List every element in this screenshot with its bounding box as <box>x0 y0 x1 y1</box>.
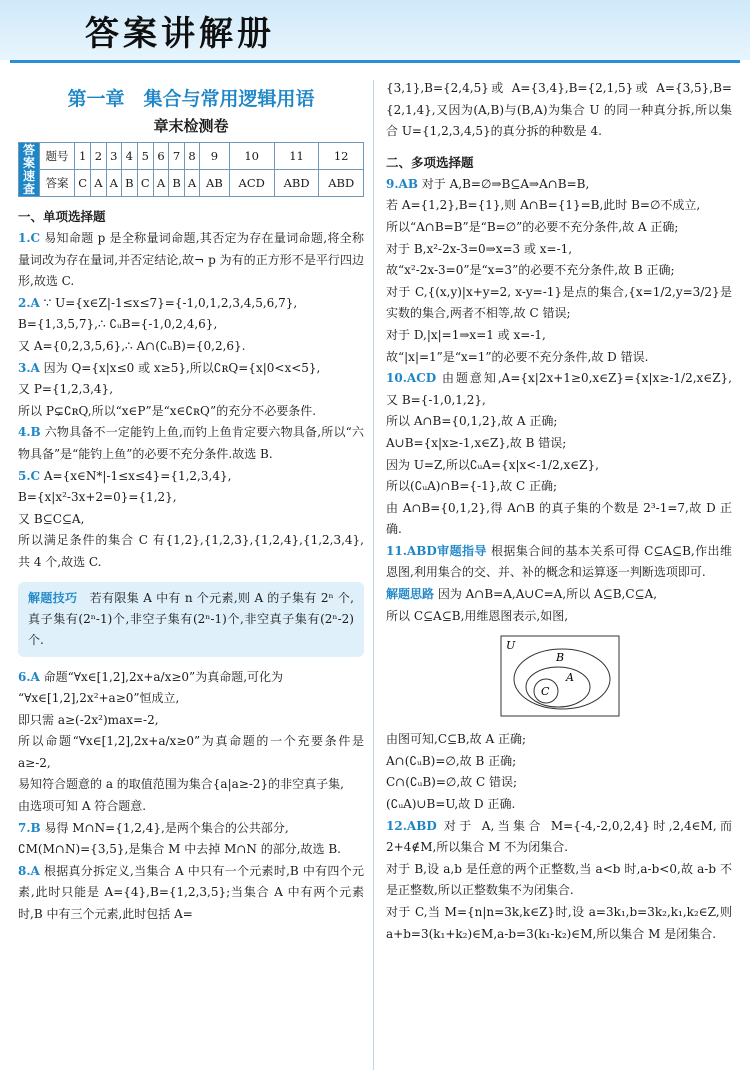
chapter-title: 第一章 集合与常用逻辑用语 <box>67 88 315 110</box>
question-number: 2 <box>91 143 106 170</box>
q-line: C∩(∁ᵤB)=∅,故 C 错误; <box>386 775 518 790</box>
q-line: 故“|x|=1”是“x=1”的必要不充分条件,故 D 错误. <box>386 349 649 364</box>
q-text: 六物具备不一定能钓上鱼,而钓上鱼肯定要六物具备,所以“六物具备”是“能钓上鱼”的必要不充分条件.故选 B. <box>18 425 364 461</box>
q-line: 又 B⊆C⊆A, <box>18 511 85 526</box>
q-text: 易知命题 p 是全称量词命题,其否定为存在量词命题,将全称量词改为存在量词,并否定结论,故¬ p 为有的正方形不是平行四边形,故选 C. <box>18 231 364 289</box>
answer-q9 <box>386 174 732 196</box>
q-line: 由 A∩B={0,1,2},得 A∩B 的真子集的个数是 2³-1=7,故 D 正确. <box>386 500 732 537</box>
venn-label-u: U <box>506 639 516 653</box>
page-header <box>0 0 750 60</box>
q-line: 故“x²-2x-3=0”是“x=3”的必要不充分条件,故 B 正确; <box>386 263 675 278</box>
q-line: B={1,3,5,7},∴ ∁ᵤB={-1,0,2,4,6}, <box>18 317 218 332</box>
q-text: A={x∈N*|-1≤x≤4}={1,2,3,4}, <box>40 468 232 483</box>
q-number: 7.B <box>18 820 41 835</box>
q-number: 4.B <box>18 425 41 440</box>
tip-text-line <box>28 588 354 651</box>
row-label-number: 题号 <box>40 143 75 170</box>
q-number: 12.ABD <box>386 818 437 833</box>
q-text: 对于 A,当集合 M={-4,-2,0,2,4}时,2,4∈M,而 2+4∉M,所以集合 M 不为闭集合. <box>386 818 732 855</box>
q-line: 所以(∁ᵤA)∩B={-1},故 C 正确; <box>386 479 558 494</box>
question-number: 5 <box>137 143 153 170</box>
q-number: 5.C <box>18 468 41 483</box>
q-line: 对于 B,设 a,b 是任意的两个正整数,当 a<b 时,a-b<0,故 a-b 不是正整数,所以正整数集不为闭集合. <box>386 861 732 898</box>
q-text: ∵ U={x∈Z|-1≤x≤7}={-1,0,1,2,3,4,5,6,7}, <box>39 295 298 310</box>
question-number: 10 <box>229 143 274 170</box>
q-line: 又 A={0,2,3,5,6},∴ A∩(∁ᵤB)={0,2,6}. <box>18 338 246 353</box>
answer-cell: ABD <box>319 170 364 197</box>
question-number: 6 <box>153 143 168 170</box>
q-text: 命题“∀x∈[1,2],2x+a/x≥0”为真命题,可化为 <box>39 669 284 684</box>
tip-text: 若有限集 A 中有 n 个元素,则 A 的子集有 2ⁿ 个,真子集有(2ⁿ-1)个,非空子集有(2ⁿ-1)个,非空真子集有(2ⁿ-2)个. <box>28 590 354 647</box>
venn-label-a: A <box>566 671 574 685</box>
answer-q2 <box>18 293 364 315</box>
solution-idea-tag: 解题思路 <box>386 587 435 602</box>
q-text: 易得 M∩N={1,2,4},是两个集合的公共部分, <box>40 820 289 835</box>
q-line: A∩(∁ᵤB)=∅,故 B 正确; <box>386 753 517 768</box>
q-line: 所以 C⊆A⊆B,用维恩图表示,如图, <box>386 608 569 623</box>
q-line: 即只需 a≥(-2x²)max=-2, <box>18 712 159 727</box>
question-number: 8 <box>184 143 199 170</box>
q-line: (∁ᵤA)∪B=U,故 D 正确. <box>386 797 516 812</box>
q-number: 11.ABD <box>386 543 437 558</box>
q-line: 由图可知,C⊆B,故 A 正确; <box>386 732 527 747</box>
answer-q1 <box>18 228 364 293</box>
q-line: 对于 C,{(x,y)|x+y=2, x-y=-1}是点的集合,{x=1/2,y=3/2}是实数的集合,两者不相等,故 C 错误; <box>386 284 732 321</box>
section-heading-single: 一、单项选择题 <box>18 209 106 224</box>
q-line: 所以“A∩B=B”是“B=∅”的必要不充分条件,故 A 正确; <box>386 219 679 234</box>
q-line: 由选项可知 A 符合题意. <box>18 799 147 814</box>
answer-cell: B <box>122 170 138 197</box>
answer-q6 <box>18 667 364 689</box>
q-text: 根据真分拆定义,当集合 A 中只有一个元素时,B 中有四个元素,此时只能是 A={4},B={1,2,3,5};当集合 A 中有两个元素时,B 中有三个元素,此时包括 A= <box>18 863 364 922</box>
q-line: 若 A={1,2},B={1},则 A∩B={1}=B,此时 B=∅不成立, <box>386 198 701 213</box>
venn-circle-a <box>526 667 590 707</box>
question-number: 12 <box>319 143 364 170</box>
q-line: A∪B={x|x≥-1,x∈Z},故 B 错误; <box>386 435 567 450</box>
q-text: 根据集合间的基本关系可得 C⊆A⊆B,作出维恩图,利用集合的交、并、补的概念和运算逐一判断选项即可. <box>386 543 732 580</box>
column-divider <box>373 80 374 1070</box>
question-number: 4 <box>122 143 138 170</box>
answer-cell: ABD <box>274 170 319 197</box>
question-number: 7 <box>169 143 185 170</box>
q-number: 1.C <box>18 231 41 245</box>
answer-cell: A <box>153 170 168 197</box>
q-text: 因为 Q={x|x≤0 或 x≥5},所以∁ʀQ={x|0<x<5}, <box>39 360 321 375</box>
q-line <box>386 584 732 606</box>
question-number: 1 <box>75 143 91 170</box>
venn-diagram <box>500 635 620 717</box>
q-number: 8.A <box>18 863 40 878</box>
left-column <box>18 78 364 926</box>
q-line: “∀x∈[1,2],2x²+a≥0”恒成立, <box>18 691 180 706</box>
q-line: 所以 P⊊∁ʀQ,所以“x∈P”是“x∈∁ʀQ”的充分不必要条件. <box>18 403 317 418</box>
answer-q5 <box>18 466 364 488</box>
q-line: 所以 A∩B={0,1,2},故 A 正确; <box>386 414 558 429</box>
answer-table-side-label: 答案速查 <box>19 143 40 197</box>
tip-box <box>18 582 364 657</box>
q-line: 又 P={1,2,3,4}, <box>18 382 114 397</box>
header-title: 答案讲解册 <box>85 14 275 54</box>
venn-universe-rect <box>501 636 619 716</box>
q-line: B={x|x²-3x+2=0}={1,2}, <box>18 490 177 505</box>
q-number: 2.A <box>18 295 40 310</box>
q-line: ∁M(M∩N)={3,5},是集合 M 中去掉 M∩N 的部分,故选 B. <box>18 842 341 857</box>
question-number: 3 <box>106 143 121 170</box>
venn-label-b: B <box>556 651 565 665</box>
answer-q7 <box>18 818 364 840</box>
q-line: 因为 U=Z,所以∁ᵤA={x|x<-1/2,x∈Z}, <box>386 457 599 472</box>
q-line: 所以满足条件的集合 C 有{1,2},{1,2,3},{1,2,4},{1,2,3,4},共 4 个,故选 C. <box>18 533 364 569</box>
right-column <box>386 78 732 945</box>
q-text: 由题意知,A={x|2x+1≥0,x∈Z}={x|x≥-1/2,x∈Z},又 B={-1,0,1,2}, <box>386 371 732 407</box>
answer-q4 <box>18 422 364 465</box>
answer-cell: C <box>75 170 91 197</box>
venn-label-c: C <box>541 685 550 699</box>
row-label-answer: 答案 <box>40 170 75 197</box>
answer-table <box>18 142 364 197</box>
q8-continued: {3,1},B={2,4,5}或 A={3,4},B={2,1,5}或 A={3,5},B={2,1,4},又因为(A,B)与(B,A)为集合 U 的同一种真分拆,所以集合 U={1,2,3,4,5}的真分拆的种数是 4. <box>386 81 732 139</box>
answer-cell: A <box>91 170 106 197</box>
question-number: 11 <box>274 143 319 170</box>
section-heading-multi: 二、多项选择题 <box>386 154 474 170</box>
q-number: 9.AB <box>386 176 418 191</box>
answer-cell: ACD <box>229 170 274 197</box>
q-number: 10.ACD <box>386 371 437 386</box>
q-line: 易知符合题意的 a 的取值范围为集合{a|a≥-2}的非空真子集, <box>18 777 344 792</box>
answer-q3 <box>18 358 364 380</box>
chapter-subtitle: 章末检测卷 <box>153 117 229 135</box>
answer-cell: AB <box>200 170 229 197</box>
question-number: 9 <box>200 143 229 170</box>
answer-q10 <box>386 368 732 411</box>
answer-cell: A <box>106 170 121 197</box>
q-line: 所以命题“∀x∈[1,2],2x+a/x≥0”为真命题的一个充要条件是 a≥-2, <box>18 734 364 770</box>
answer-q11 <box>386 541 732 584</box>
answer-q8 <box>18 861 364 926</box>
q-line: 对于 C,当 M={n|n=3k,k∈Z}时,设 a=3k₁,b=3k₂,k₁,k₂∈Z,则 a+b=3(k₁+k₂)∈M,a-b=3(k₁-k₂)∈M,所以集合 M 是闭集合. <box>386 905 732 941</box>
q-text: 因为 A∩B=A,A∪C=A,所以 A⊆B,C⊆A, <box>434 587 658 602</box>
answer-cell: B <box>169 170 185 197</box>
review-guide-tag: 审题指导 <box>436 543 487 558</box>
q-number: 6.A <box>18 669 40 684</box>
answer-cell: A <box>184 170 199 197</box>
answer-q12 <box>386 816 732 859</box>
tip-tag: 解题技巧 <box>28 590 78 605</box>
q-line: 对于 D,|x|=1⇒x=1 或 x=-1, <box>386 327 546 342</box>
q-number: 3.A <box>18 360 40 375</box>
header-rule <box>10 60 740 63</box>
answer-cell: C <box>137 170 153 197</box>
q-text: 对于 A,B=∅⇒B⊆A⇒A∩B=B, <box>417 176 590 191</box>
q-line: 对于 B,x²-2x-3=0⇒x=3 或 x=-1, <box>386 241 573 256</box>
